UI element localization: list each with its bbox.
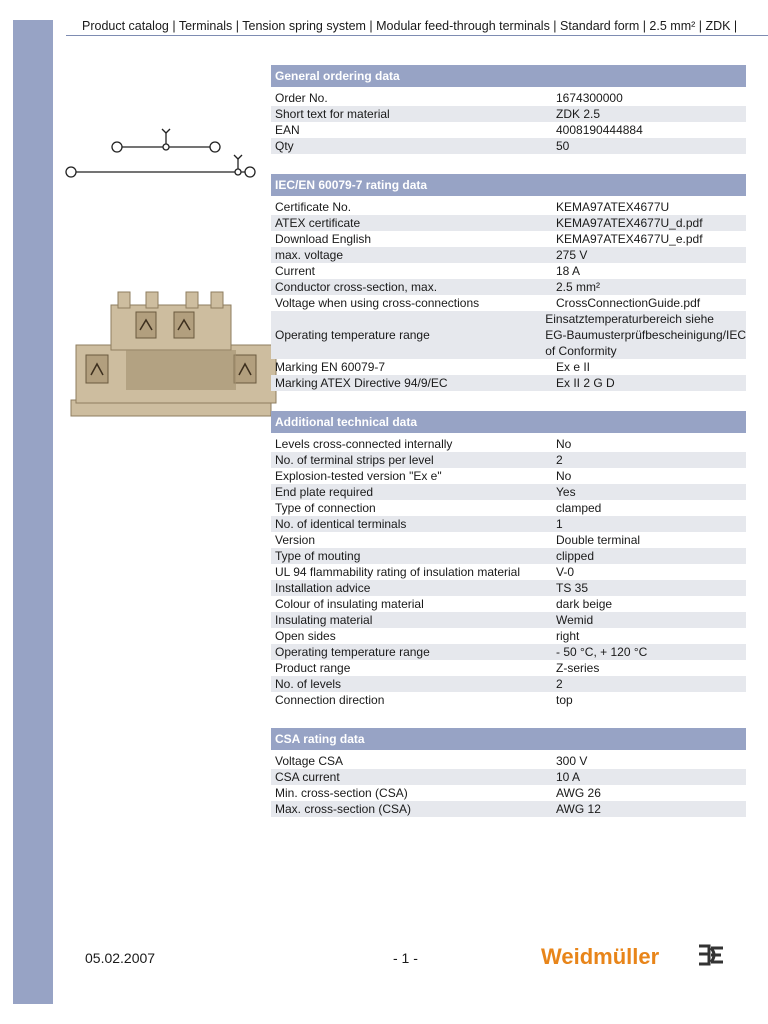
- table-row: [271, 375, 746, 391]
- terminal-circuit-symbol: [60, 125, 260, 185]
- table-row: [271, 359, 746, 375]
- row-label: Marking EN 60079-7: [275, 360, 386, 374]
- weidmuller-logo: [541, 940, 741, 972]
- row-label: Short text for material: [275, 107, 390, 121]
- row-label: Insulating material: [275, 613, 373, 627]
- row-label: Voltage when using cross-connections: [275, 296, 480, 310]
- table-row: [271, 106, 746, 122]
- csa-rating-data-section: [271, 728, 746, 817]
- row-value-line: Einsatztemperaturbereich siehe: [545, 312, 714, 326]
- row-value: No: [556, 437, 572, 451]
- row-value: right: [556, 629, 580, 643]
- table-row: [271, 532, 746, 548]
- row-value: clamped: [556, 501, 602, 515]
- row-value: 2: [556, 453, 563, 467]
- atex-certificate-link[interactable]: KEMA97ATEX4677U_d.pdf: [556, 216, 703, 230]
- table-row: [271, 452, 746, 468]
- row-value: Ex II 2 G D: [556, 376, 615, 390]
- row-label: Conductor cross-section, max.: [275, 280, 438, 294]
- section-header: General ordering data: [271, 65, 746, 87]
- section-header: IEC/EN 60079-7 rating data: [271, 174, 746, 196]
- table-row: [271, 295, 746, 311]
- row-value: 1: [556, 517, 563, 531]
- table-row: [271, 644, 746, 660]
- row-value: 18 A: [556, 264, 581, 278]
- row-label: End plate required: [275, 485, 374, 499]
- row-value: TS 35: [556, 581, 589, 595]
- row-value: 10 A: [556, 770, 581, 784]
- row-label: Operating temperature range: [275, 328, 430, 342]
- row-label: UL 94 flammability rating of insulation material: [275, 565, 520, 579]
- logo-mark-icon: [699, 946, 723, 964]
- row-value: ZDK 2.5: [556, 107, 601, 121]
- table-row: [271, 247, 746, 263]
- row-label: Installation advice: [275, 581, 371, 595]
- row-label: Qty: [275, 139, 294, 153]
- table-row: [271, 90, 746, 106]
- table-row: [271, 564, 746, 580]
- row-label: Type of mouting: [275, 549, 361, 563]
- row-value: dark beige: [556, 597, 613, 611]
- row-label: Download English: [275, 232, 372, 246]
- table-row: [271, 122, 746, 138]
- row-value-line: EG-Baumusterprüfbescheinigung/IEC: [545, 328, 746, 342]
- table-row: [271, 138, 746, 154]
- row-label: EAN: [275, 123, 300, 137]
- row-label: Connection direction: [275, 693, 385, 707]
- row-label: Max. cross-section (CSA): [275, 802, 412, 816]
- table-row: [271, 580, 746, 596]
- row-label: Colour of insulating material: [275, 597, 424, 611]
- row-value: No: [556, 469, 572, 483]
- row-value: 50: [556, 139, 570, 153]
- table-row: [271, 785, 746, 801]
- row-value: 4008190444884: [556, 123, 643, 137]
- row-value: 1674300000: [556, 91, 623, 105]
- row-value: 2: [556, 677, 563, 691]
- row-label: No. of terminal strips per level: [275, 453, 434, 467]
- row-label: ATEX certificate: [275, 216, 361, 230]
- row-value: clipped: [556, 549, 595, 563]
- row-value: V-0: [556, 565, 575, 579]
- row-label: Order No.: [275, 91, 328, 105]
- download-english-link[interactable]: KEMA97ATEX4677U_e.pdf: [556, 232, 703, 246]
- row-label: Open sides: [275, 629, 336, 643]
- table-row: [271, 676, 746, 692]
- table-row: [271, 436, 746, 452]
- section-header: CSA rating data: [271, 728, 746, 750]
- table-row: [271, 753, 746, 769]
- row-value: Yes: [556, 485, 576, 499]
- row-value-line: of Conformity: [545, 344, 617, 358]
- row-value: AWG 26: [556, 786, 601, 800]
- row-label: Certificate No.: [275, 200, 352, 214]
- product-photo: [66, 290, 286, 420]
- table-row: [271, 548, 746, 564]
- additional-technical-data-section: [271, 411, 746, 708]
- table-row: [271, 231, 746, 247]
- table-row: [271, 692, 746, 708]
- row-value: [545, 311, 746, 359]
- table-row: [271, 263, 746, 279]
- row-label: Marking ATEX Directive 94/9/EC: [275, 376, 448, 390]
- row-label: Product range: [275, 661, 351, 675]
- row-value: 275 V: [556, 248, 588, 262]
- row-label: No. of levels: [275, 677, 342, 691]
- row-label: Version: [275, 533, 316, 547]
- logo-text: Weidmüller: [541, 944, 660, 969]
- table-row: [271, 468, 746, 484]
- row-label: Voltage CSA: [275, 754, 344, 768]
- row-value: Double terminal: [556, 533, 641, 547]
- table-row: [271, 612, 746, 628]
- table-row: [271, 279, 746, 295]
- row-label: Min. cross-section (CSA): [275, 786, 408, 800]
- table-row: [271, 769, 746, 785]
- row-value: Z-series: [556, 661, 600, 675]
- row-label: CSA current: [275, 770, 340, 784]
- table-row: [271, 484, 746, 500]
- general-ordering-data-section: [271, 65, 746, 154]
- row-label: Operating temperature range: [275, 645, 430, 659]
- row-value: Ex e II: [556, 360, 591, 374]
- table-row: [271, 500, 746, 516]
- table-row: [271, 215, 746, 231]
- table-row: [271, 801, 746, 817]
- table-row: [271, 628, 746, 644]
- row-value: - 50 °C, + 120 °C: [556, 645, 648, 659]
- row-label: Levels cross-connected internally: [275, 437, 453, 451]
- section-header: Additional technical data: [271, 411, 746, 433]
- footer-date: 05.02.2007: [85, 950, 156, 966]
- row-label: No. of identical terminals: [275, 517, 407, 531]
- row-value: top: [556, 693, 573, 707]
- row-label: Type of connection: [275, 501, 376, 515]
- cross-connection-guide-link[interactable]: CrossConnectionGuide.pdf: [556, 296, 701, 310]
- row-label: Current: [275, 264, 316, 278]
- breadcrumb: Product catalog | Terminals | Tension spring system | Modular feed-through terminals | Standard form | 2.5 mm² | ZDK |: [66, 18, 768, 36]
- row-value: AWG 12: [556, 802, 601, 816]
- left-margin-bar: [13, 20, 53, 1004]
- row-label: Explosion-tested version "Ex e": [275, 469, 442, 483]
- table-row: [271, 516, 746, 532]
- table-row: [271, 199, 746, 215]
- row-value: 300 V: [556, 754, 588, 768]
- table-row: [271, 311, 746, 359]
- row-value: KEMA97ATEX4677U: [556, 200, 670, 214]
- iec-rating-data-section: [271, 174, 746, 391]
- footer-page-number: - 1 -: [393, 950, 418, 966]
- row-label: max. voltage: [275, 248, 344, 262]
- row-value: 2.5 mm²: [556, 280, 601, 294]
- table-row: [271, 596, 746, 612]
- table-row: [271, 660, 746, 676]
- row-value: Wemid: [556, 613, 594, 627]
